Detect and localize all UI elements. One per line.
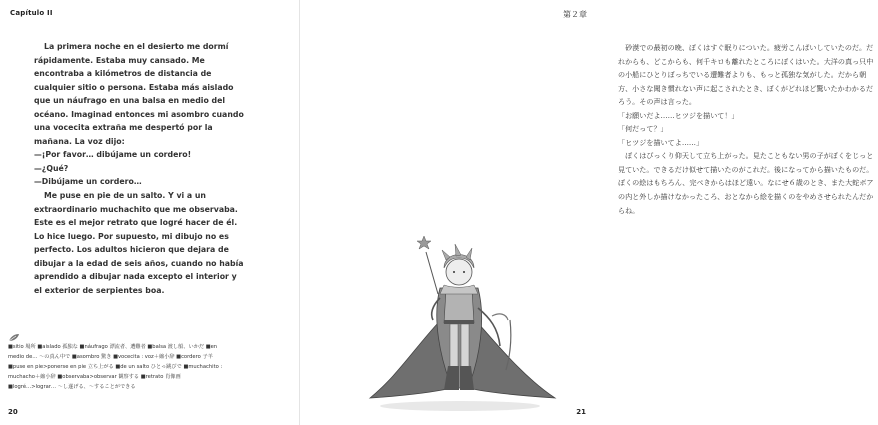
vocab-line: ■sitio 場所 ■aislado 孤独な ■náufrago 漂流者、遭難者 ■balsa 渡し船、いかだ ■en bbox=[8, 344, 218, 350]
right-page-number: 21 bbox=[576, 408, 586, 416]
ja-dialogue-line: 「何だって？」 bbox=[618, 124, 668, 134]
es-dialogue-line: —¡Por favor… dibújame un cordero! bbox=[34, 150, 192, 160]
ja-paragraph: 砂漠での最初の晩、ぼくはすぐ眠りについた。疲労こんぱいしていたのだ。だれからも、どこからも、何千キロも離れたところにぼくはいた。大洋の真っ只中の小船にひとりぼっちでいる遭難者よりも、もっと孤独な気がした。だから朝方、小さな聞き慣れない声に起こされたとき、ぼくがどれほど驚いたかわかるだろう。その声は言った。 bbox=[618, 43, 874, 107]
left-page-number: 20 bbox=[8, 408, 18, 416]
es-dialogue-line: —Dibújame un cordero… bbox=[34, 177, 142, 187]
es-paragraph: Me puse en pie de un salto. Y vi a un extraordinario muchachito que me observaba. Este es el mejor retrato que logré hacer de él. Lo hice luego. Por supuesto, mi dibujo no es perfecto. Los adultos hicieron que dejara de dibujar a la edad de seis años, cuando no había aprendido a dibujar nada excepto el interior y el exterior de serpientes boa. bbox=[34, 191, 244, 295]
vocab-line: medio de… ～の真ん中で ■asombro 驚き ■vocecita : voz＋縮小辞 ■cordero 子羊 bbox=[8, 353, 213, 360]
vocab-line: muchacho＋縮小辞 ■observaba>observar 観察する ■retrato 肖像画 bbox=[8, 373, 181, 380]
vocabulary-notes bbox=[8, 343, 270, 393]
spanish-text bbox=[34, 40, 246, 297]
vocab-line: ■puse en pie>ponerse en pie 立ち上がる ■de un salto ひとっ跳びで ■muchachito : bbox=[8, 363, 223, 370]
little-prince-illustration bbox=[360, 228, 560, 413]
vocab-line: ■logré…>lograr… ～し遂げる、～することができる bbox=[8, 383, 136, 390]
leaf-ornament-icon bbox=[8, 333, 20, 342]
left-running-head: Capítulo II bbox=[10, 9, 53, 17]
es-paragraph: La primera noche en el desierto me dormí rápidamente. Estaba muy cansado. Me encontraba a kilómetros de distancia de cualquier sitio o persona. Estaba más aislado que un náufrago en una balsa en medio del océano. Imaginad entonces mi asombro cuando una vocecita extraña me despertó por la mañana. La voz dijo: bbox=[34, 42, 244, 146]
japanese-text bbox=[618, 41, 878, 217]
right-running-head: 第２章 bbox=[563, 10, 587, 19]
ja-paragraph: ぼくはびっくり仰天して立ち上がった。見たこともない男の子がぼくをじっと見ていた。できるだけ似せて描いたのがこれだ。後になってから描いたものだ。ぼくの絵はもちろん、完ぺきからはほど遠い。なにせ６歳のとき、また大蛇ボアの内と外しか描けなかったころ、おとなから絵を描くのをやめさせられたんだからね。 bbox=[618, 151, 874, 215]
es-dialogue-line: —¿Qué? bbox=[34, 163, 69, 173]
ja-dialogue-line: 「ヒツジを描いてよ……」 bbox=[618, 137, 704, 147]
ja-dialogue-line: 「お願いだよ……ヒツジを描いて！」 bbox=[618, 110, 739, 120]
left-page bbox=[0, 0, 299, 425]
